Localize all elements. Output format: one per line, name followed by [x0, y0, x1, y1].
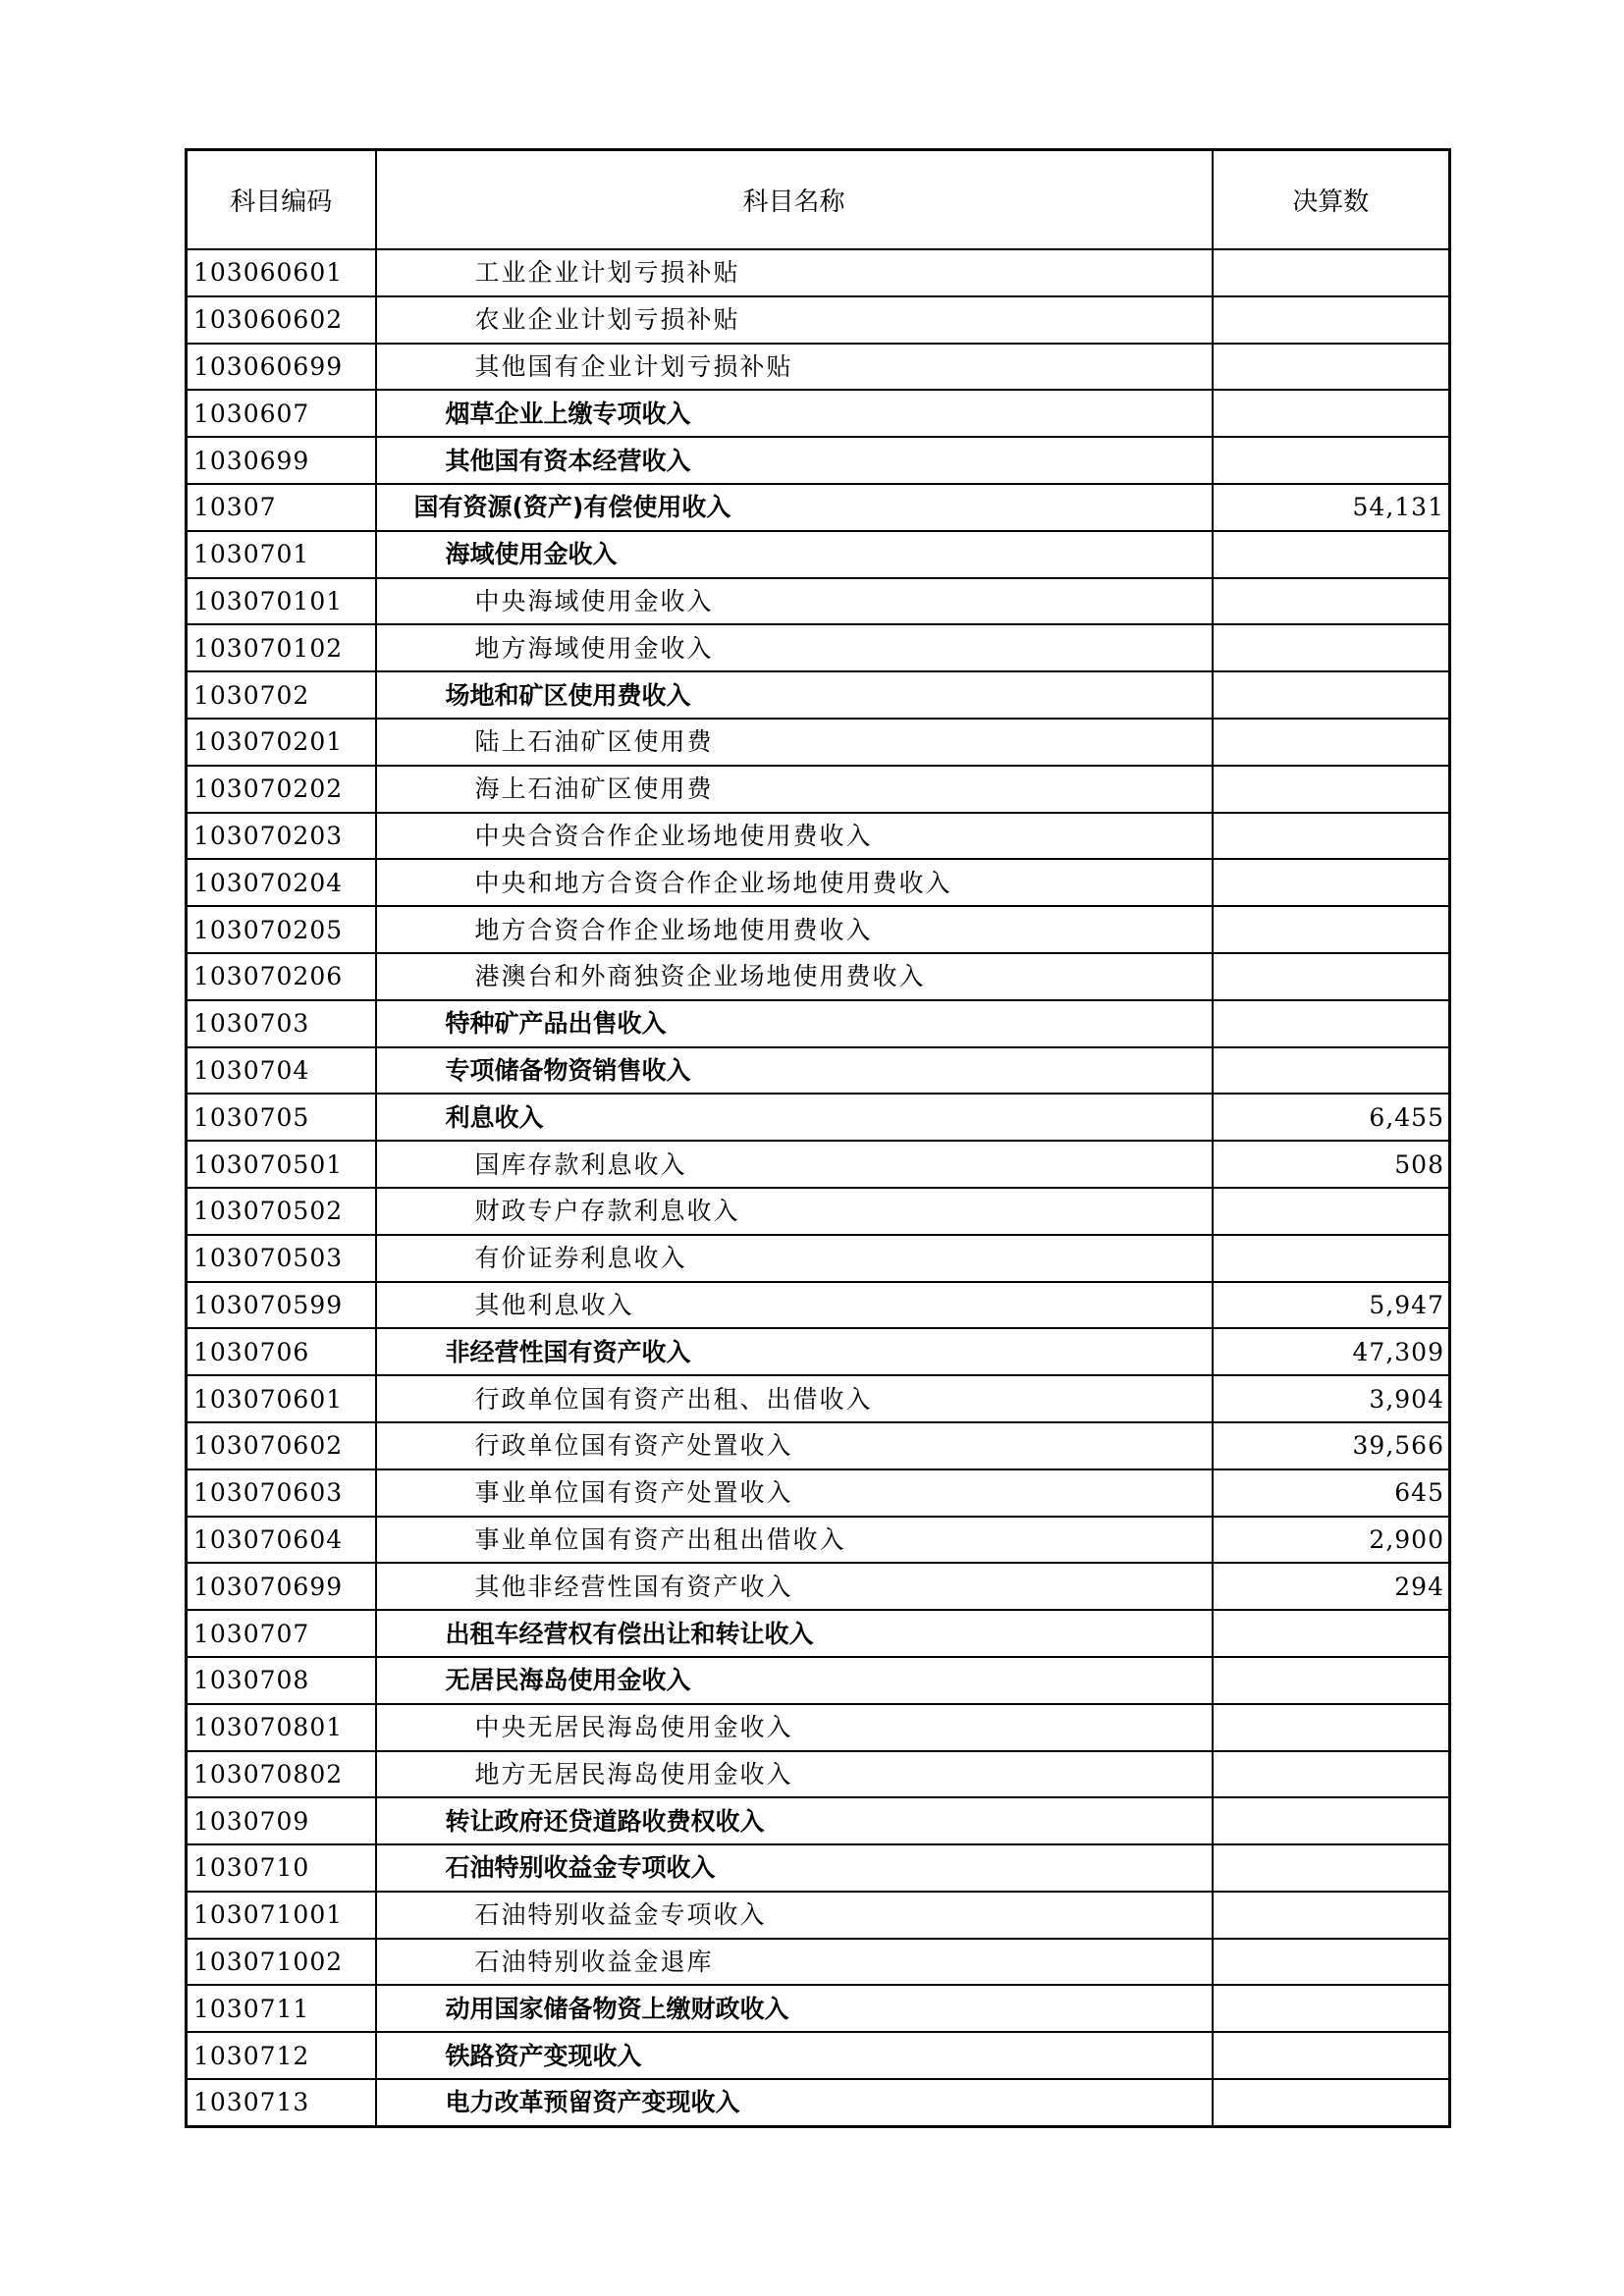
table-row: [187, 2079, 1450, 2126]
row-code: 103070101: [187, 578, 376, 625]
row-code: 103070502: [187, 1188, 376, 1235]
row-code: 103070602: [187, 1422, 376, 1469]
row-name: 工业企业计划亏损补贴: [376, 249, 1213, 296]
table-row: [187, 1141, 1450, 1188]
row-code: 103070503: [187, 1235, 376, 1282]
row-amount: [1213, 390, 1450, 437]
row-code: 103070802: [187, 1751, 376, 1798]
row-amount: 5,947: [1213, 1282, 1450, 1329]
row-code: 103070801: [187, 1704, 376, 1751]
row-code: 1030704: [187, 1047, 376, 1095]
row-amount: [1213, 1939, 1450, 1986]
row-amount: [1213, 578, 1450, 625]
row-name: 其他利息收入: [376, 1282, 1213, 1329]
row-amount: [1213, 859, 1450, 906]
row-name: 场地和矿区使用费收入: [376, 671, 1213, 719]
row-name: 有价证券利息收入: [376, 1235, 1213, 1282]
table-row: [187, 671, 1450, 719]
row-code: 103070201: [187, 719, 376, 766]
row-amount: [1213, 671, 1450, 719]
table-row: [187, 719, 1450, 766]
row-name: 石油特别收益金退库: [376, 1939, 1213, 1986]
table-row: [187, 390, 1450, 437]
row-code: 1030607: [187, 390, 376, 437]
row-amount: [1213, 953, 1450, 1000]
table-row: [187, 1047, 1450, 1095]
table-row: [187, 578, 1450, 625]
row-name: 地方海域使用金收入: [376, 624, 1213, 671]
row-name: 铁路资产变现收入: [376, 2032, 1213, 2079]
row-name: 其他非经营性国有资产收入: [376, 1563, 1213, 1610]
row-name: 国库存款利息收入: [376, 1141, 1213, 1188]
table-row: [187, 2032, 1450, 2079]
row-name: 事业单位国有资产处置收入: [376, 1469, 1213, 1517]
row-amount: [1213, 296, 1450, 344]
row-code: 103070205: [187, 906, 376, 953]
row-name: 地方合资合作企业场地使用费收入: [376, 906, 1213, 953]
row-amount: 54,131: [1213, 484, 1450, 531]
row-amount: [1213, 1610, 1450, 1657]
row-code: 1030701: [187, 531, 376, 578]
table-row: [187, 953, 1450, 1000]
row-amount: [1213, 1047, 1450, 1095]
row-code: 103060601: [187, 249, 376, 296]
row-code: 103070501: [187, 1141, 376, 1188]
row-amount: 2,900: [1213, 1517, 1450, 1564]
table-row: [187, 1985, 1450, 2032]
row-code: 103071001: [187, 1892, 376, 1939]
row-code: 103071002: [187, 1939, 376, 1986]
table-row: [187, 1751, 1450, 1798]
table-row: [187, 813, 1450, 860]
row-name: 事业单位国有资产出租出借收入: [376, 1517, 1213, 1564]
row-amount: [1213, 1892, 1450, 1939]
table-row: [187, 906, 1450, 953]
header-name: 科目名称: [376, 150, 1213, 250]
row-code: 1030699: [187, 437, 376, 484]
row-amount: [1213, 1751, 1450, 1798]
budget-table: [185, 148, 1451, 2128]
row-code: 1030703: [187, 1000, 376, 1047]
row-code: 1030702: [187, 671, 376, 719]
row-name: 海上石油矿区使用费: [376, 766, 1213, 813]
row-name: 出租车经营权有偿出让和转让收入: [376, 1610, 1213, 1657]
row-amount: [1213, 1188, 1450, 1235]
row-name: 石油特别收益金专项收入: [376, 1892, 1213, 1939]
table-row: [187, 1939, 1450, 1986]
row-code: 1030705: [187, 1094, 376, 1141]
row-name: 海域使用金收入: [376, 531, 1213, 578]
header-code: 科目编码: [187, 150, 376, 250]
row-amount: [1213, 1657, 1450, 1704]
table-row: [187, 1563, 1450, 1610]
row-amount: 47,309: [1213, 1328, 1450, 1375]
table-row: [187, 1328, 1450, 1375]
row-name: 其他国有企业计划亏损补贴: [376, 344, 1213, 391]
row-code: 103060602: [187, 296, 376, 344]
row-code: 103070102: [187, 624, 376, 671]
row-name: 中央合资合作企业场地使用费收入: [376, 813, 1213, 860]
table-row: [187, 766, 1450, 813]
row-amount: [1213, 1797, 1450, 1844]
row-code: 103070603: [187, 1469, 376, 1517]
table-row: [187, 344, 1450, 391]
row-name: 特种矿产品出售收入: [376, 1000, 1213, 1047]
table-row: [187, 1094, 1450, 1141]
row-amount: [1213, 1235, 1450, 1282]
row-name: 电力改革预留资产变现收入: [376, 2079, 1213, 2126]
row-name: 其他国有资本经营收入: [376, 437, 1213, 484]
row-amount: [1213, 344, 1450, 391]
row-code: 103070601: [187, 1375, 376, 1422]
table-row: [187, 484, 1450, 531]
row-amount: 294: [1213, 1563, 1450, 1610]
row-amount: [1213, 1000, 1450, 1047]
row-amount: [1213, 766, 1450, 813]
row-amount: [1213, 2079, 1450, 2126]
row-name: 专项储备物资销售收入: [376, 1047, 1213, 1095]
row-code: 1030712: [187, 2032, 376, 2079]
row-code: 103070699: [187, 1563, 376, 1610]
row-code: 103070206: [187, 953, 376, 1000]
row-code: 1030713: [187, 2079, 376, 2126]
table-row: [187, 859, 1450, 906]
row-amount: 645: [1213, 1469, 1450, 1517]
table-row: [187, 1188, 1450, 1235]
table-row: [187, 1844, 1450, 1892]
row-name: 中央无居民海岛使用金收入: [376, 1704, 1213, 1751]
row-code: 1030710: [187, 1844, 376, 1892]
row-amount: 6,455: [1213, 1094, 1450, 1141]
table-row: [187, 531, 1450, 578]
row-code: 103070604: [187, 1517, 376, 1564]
table-row: [187, 1235, 1450, 1282]
row-amount: [1213, 531, 1450, 578]
row-code: 103070202: [187, 766, 376, 813]
row-name: 行政单位国有资产出租、出借收入: [376, 1375, 1213, 1422]
row-name: 烟草企业上缴专项收入: [376, 390, 1213, 437]
row-amount: [1213, 813, 1450, 860]
table-row: [187, 437, 1450, 484]
row-code: 10307: [187, 484, 376, 531]
row-name: 地方无居民海岛使用金收入: [376, 1751, 1213, 1798]
table-row: [187, 1610, 1450, 1657]
row-amount: [1213, 1844, 1450, 1892]
row-amount: [1213, 249, 1450, 296]
row-amount: [1213, 437, 1450, 484]
row-name: 石油特别收益金专项收入: [376, 1844, 1213, 1892]
row-name: 利息收入: [376, 1094, 1213, 1141]
table-row: [187, 1375, 1450, 1422]
row-amount: 39,566: [1213, 1422, 1450, 1469]
header-amount: 决算数: [1213, 150, 1450, 250]
row-code: 103060699: [187, 344, 376, 391]
row-code: 103070203: [187, 813, 376, 860]
row-amount: [1213, 1985, 1450, 2032]
table-row: [187, 249, 1450, 296]
row-name: 农业企业计划亏损补贴: [376, 296, 1213, 344]
row-code: 1030709: [187, 1797, 376, 1844]
row-name: 财政专户存款利息收入: [376, 1188, 1213, 1235]
row-name: 国有资源(资产)有偿使用收入: [376, 484, 1213, 531]
row-code: 1030707: [187, 1610, 376, 1657]
row-code: 103070599: [187, 1282, 376, 1329]
row-name: 无居民海岛使用金收入: [376, 1657, 1213, 1704]
table-row: [187, 1282, 1450, 1329]
table-row: [187, 1704, 1450, 1751]
table-row: [187, 1892, 1450, 1939]
row-name: 中央和地方合资合作企业场地使用费收入: [376, 859, 1213, 906]
table-header-row: [187, 150, 1450, 250]
row-code: 1030711: [187, 1985, 376, 2032]
table-body: [187, 249, 1450, 2126]
table-row: [187, 1657, 1450, 1704]
row-name: 中央海域使用金收入: [376, 578, 1213, 625]
row-amount: 3,904: [1213, 1375, 1450, 1422]
row-amount: [1213, 1704, 1450, 1751]
table-row: [187, 624, 1450, 671]
row-name: 非经营性国有资产收入: [376, 1328, 1213, 1375]
row-code: 1030708: [187, 1657, 376, 1704]
table-row: [187, 1797, 1450, 1844]
table-row: [187, 1000, 1450, 1047]
row-amount: [1213, 906, 1450, 953]
row-code: 103070204: [187, 859, 376, 906]
row-name: 动用国家储备物资上缴财政收入: [376, 1985, 1213, 2032]
table-row: [187, 296, 1450, 344]
row-amount: [1213, 719, 1450, 766]
row-code: 1030706: [187, 1328, 376, 1375]
row-name: 港澳台和外商独资企业场地使用费收入: [376, 953, 1213, 1000]
row-amount: 508: [1213, 1141, 1450, 1188]
row-amount: [1213, 624, 1450, 671]
row-name: 陆上石油矿区使用费: [376, 719, 1213, 766]
table-row: [187, 1469, 1450, 1517]
row-amount: [1213, 2032, 1450, 2079]
table-row: [187, 1517, 1450, 1564]
row-name: 行政单位国有资产处置收入: [376, 1422, 1213, 1469]
row-name: 转让政府还贷道路收费权收入: [376, 1797, 1213, 1844]
table-row: [187, 1422, 1450, 1469]
